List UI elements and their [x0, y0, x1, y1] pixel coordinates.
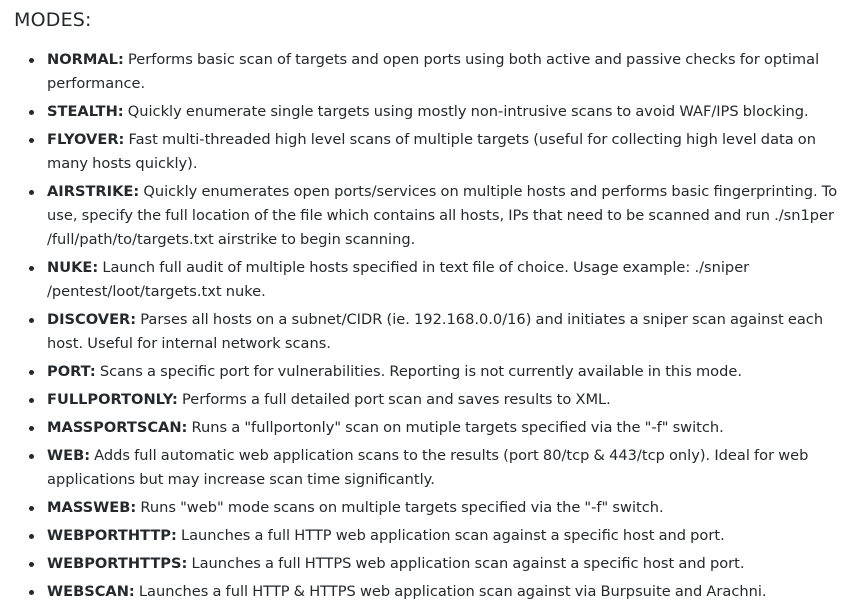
bullet-icon: [29, 534, 34, 539]
list-item-webporthttps: [0, 552, 860, 576]
bullet-icon: [29, 138, 34, 143]
bullet-icon: [29, 506, 34, 511]
list-item-airstrike: [0, 180, 860, 252]
mode-name: FLYOVER:: [47, 131, 125, 148]
bullet-icon: [29, 398, 34, 403]
mode-description: Launches a full HTTPS web application scan against a specific host and port.: [191, 555, 745, 572]
mode-name: WEBSCAN:: [47, 583, 135, 600]
mode-description: Adds full automatic web application scans to the results (port 80/tcp & 443/tcp only). Ideal for web applications but may increase scan time significantly.: [47, 447, 809, 488]
mode-description: Launch full audit of multiple hosts specified in text file of choice. Usage example: ./sniper /pentest/loot/targets.txt nuke.: [47, 259, 750, 300]
list-item-webporthttp: [0, 524, 860, 548]
mode-name: NUKE:: [47, 259, 99, 276]
list-item-discover: [0, 308, 860, 356]
mode-name: WEB:: [47, 447, 91, 464]
list-item-port: [0, 360, 860, 384]
mode-name: WEBPORTHTTPS:: [47, 555, 188, 572]
mode-description: Parses all hosts on a subnet/CIDR (ie. 192.168.0.0/16) and initiates a sniper scan against each host. Useful for internal network scans.: [47, 311, 824, 352]
bullet-icon: [29, 318, 34, 323]
mode-description: Scans a specific port for vulnerabilities. Reporting is not currently available in this mode.: [99, 363, 742, 380]
mode-description: Performs basic scan of targets and open ports using both active and passive checks for optimal performance.: [47, 51, 820, 92]
mode-name: PORT:: [47, 363, 96, 380]
mode-description: Fast multi-threaded high level scans of multiple targets (useful for collecting high level data on many hosts quickly).: [47, 131, 816, 172]
bullet-icon: [29, 562, 34, 567]
bullet-icon: [29, 590, 34, 595]
mode-description: Quickly enumerates open ports/services on multiple hosts and performs basic fingerprinting. To use, specify the full location of the file which contains all hosts, IPs that need to be scanned and run ./sn1per /full/path/to/targets.txt airstrike to begin scanning.: [47, 183, 838, 248]
mode-description: Launches a full HTTP & HTTPS web application scan against via Burpsuite and Arachni.: [138, 583, 767, 600]
mode-description: Runs "web" mode scans on multiple targets specified via the "-f" switch.: [140, 499, 664, 516]
list-item-web: [0, 444, 860, 492]
mode-description: Quickly enumerate single targets using mostly non-intrusive scans to avoid WAF/IPS blocking.: [127, 103, 809, 120]
list-item-stealth: [0, 100, 860, 124]
bullet-icon: [29, 58, 34, 63]
list-item-webscan: [0, 580, 860, 604]
bullet-icon: [29, 454, 34, 459]
mode-description: Performs a full detailed port scan and saves results to XML.: [181, 391, 611, 408]
mode-name: MASSPORTSCAN:: [47, 419, 188, 436]
mode-name: NORMAL:: [47, 51, 124, 68]
bullet-icon: [29, 190, 34, 195]
mode-description: Runs a "fullportonly" scan on mutiple targets specified via the "-f" switch.: [191, 419, 724, 436]
mode-name: WEBPORTHTTP:: [47, 527, 177, 544]
modes-list: [0, 48, 860, 608]
mode-description: Launches a full HTTP web application scan against a specific host and port.: [180, 527, 725, 544]
mode-name: FULLPORTONLY:: [47, 391, 178, 408]
mode-name: DISCOVER:: [47, 311, 137, 328]
list-item-nuke: [0, 256, 860, 304]
list-item-massweb: [0, 496, 860, 520]
list-item-massportscan: [0, 416, 860, 440]
bullet-icon: [29, 426, 34, 431]
modes-heading: MODES:: [14, 9, 92, 31]
bullet-icon: [29, 266, 34, 271]
bullet-icon: [29, 370, 34, 375]
mode-name: MASSWEB:: [47, 499, 137, 516]
list-item-flyover: [0, 128, 860, 176]
bullet-icon: [29, 110, 34, 115]
mode-name: STEALTH:: [47, 103, 124, 120]
list-item-fullportonly: [0, 388, 860, 412]
mode-name: AIRSTRIKE:: [47, 183, 140, 200]
list-item-normal: [0, 48, 860, 96]
